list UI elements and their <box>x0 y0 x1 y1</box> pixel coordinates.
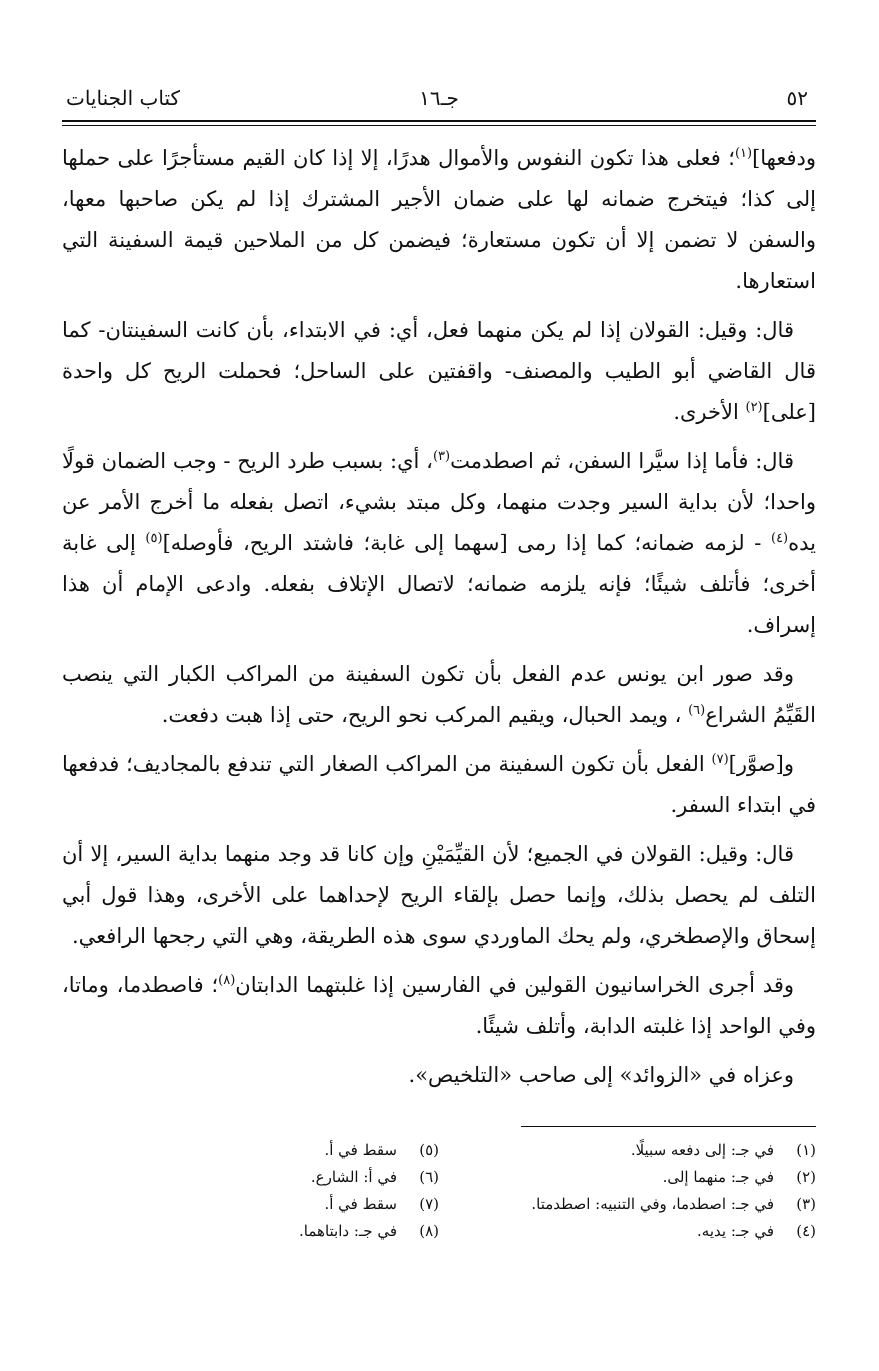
paragraph-text: و[صوَّر] <box>728 752 794 776</box>
footnote-marker: (١) <box>734 146 753 161</box>
paragraph-text: قال: وقيل: القولان في الجميع؛ لأن القيِّمَيْنِ وإن كانا قد وجد منهما بداية السير، إلا أن التلف لم يحصل بذلك، وإنما حصل بإلقاء الريح لإحداهما على الأخرى، وهذا قول أبي إسحاق والإصطخري، ولم يحك الماوردي سوى هذه الطريقة، وهي التي رجحها الرافعي. <box>62 842 816 948</box>
footnote-text: سقط في أ. <box>324 1195 397 1213</box>
paragraph <box>62 441 816 646</box>
footnote-marker: (٦) <box>688 703 706 718</box>
paragraph-text: ، ويمد الحبال، ويقيم المركب نحو الريح، حتى إذا هبت دفعت. <box>161 703 689 727</box>
footnote-text: في جـ: يديه. <box>697 1222 774 1240</box>
footnote-marker: (٨) <box>218 973 236 988</box>
footnote-marker: (٢) <box>745 400 763 415</box>
footnote-number: (٦) <box>419 1168 439 1186</box>
paragraph-text: قال: وقيل: القولان إذا لم يكن منهما فعل، أي: في الابتداء، بأن كانت السفينتان- كما قال القاضي أبو الطيب والمصنف- واقفتين على الساحل؛ فحملت الريح كل واحدة [على] <box>62 318 816 424</box>
paragraph-text: - لزمه ضمانه؛ كما إذا رمى [سهما إلى غابة؛ فاشتد الريح، فأوصله] <box>162 531 771 555</box>
footnote-number: (١) <box>796 1141 816 1159</box>
paragraph-text: وقد صور ابن يونس عدم الفعل بأن تكون السفينة من المراكب الكبار التي ينصب القَيِّمُ الشراع <box>62 662 816 727</box>
paragraph-text: وقد أجرى الخراسانيون القولين في الفارسين إذا غلبتهما الدابتان <box>235 973 795 997</box>
volume-label: جـ١٦ <box>419 86 459 110</box>
footnote-text: في أ: الشارع. <box>310 1168 397 1186</box>
footnote-number: (٢) <box>796 1168 816 1186</box>
paragraph-text: الفعل بأن تكون السفينة من المراكب الصغار التي تندفع بالمجاديف؛ فدفعها في ابتداء السفر. <box>62 752 816 817</box>
paragraph-text: وعزاه في «الزوائد» إلى صاحب «التلخيص». <box>408 1063 794 1087</box>
book-title: كتاب الجنايات <box>66 86 181 110</box>
paragraph-text: قال: فأما إذا سيَّرا السفن، ثم اصطدمت <box>450 449 794 473</box>
footnote-text: في جـ: منهما إلى. <box>662 1168 774 1186</box>
paragraph <box>62 744 816 826</box>
paragraph-text: الأخرى. <box>673 400 746 424</box>
paragraph <box>62 654 816 736</box>
footnote-number: (٣) <box>796 1195 816 1213</box>
paragraph-text: ؛ فاصطدما، وماتا، وفي الواحد إذا غلبته الدابة، وأتلف شيئًا. <box>62 973 816 1038</box>
footnote-item <box>62 1137 439 1164</box>
footnote-text: في جـ: اصطدما، وفي التنبيه: اصطدمتا. <box>531 1195 774 1213</box>
header-rule-thin <box>62 125 816 126</box>
paragraph <box>62 834 816 957</box>
footnote-number: (٨) <box>419 1222 439 1240</box>
footnote-text: في جـ: دابتاهما. <box>299 1222 397 1240</box>
footnote-number: (٧) <box>419 1195 439 1213</box>
paragraph <box>62 1055 816 1096</box>
footnote-item <box>439 1218 816 1245</box>
footnote-number: (٥) <box>419 1141 439 1159</box>
paragraph <box>62 310 816 433</box>
footnote-marker: (٧) <box>711 752 729 767</box>
page-number: ٥٢ <box>786 86 808 110</box>
footnote-separator <box>521 1126 816 1127</box>
footnote-text: سقط في أ. <box>324 1141 397 1159</box>
footnote-marker: (٥) <box>145 531 163 546</box>
page-header <box>62 80 816 116</box>
paragraph <box>62 965 816 1047</box>
paragraph-text: ودفعها] <box>752 146 817 170</box>
footnotes-column-left <box>62 1137 439 1245</box>
footnote-number: (٤) <box>796 1222 816 1240</box>
footnote-item <box>62 1218 439 1245</box>
footnote-item <box>62 1164 439 1191</box>
footnote-item <box>439 1164 816 1191</box>
header-rule-thick <box>62 120 816 122</box>
footnote-marker: (٤) <box>770 531 789 546</box>
footnote-item <box>62 1191 439 1218</box>
paragraph-text: ؛ فعلى هذا تكون النفوس والأموال هدرًا، إلا إذا كان القيم مستأجرًا على حملها إلى كذا؛ فيتخرج ضمانه لها على ضمان الأجير المشترك إذا لم يكن صاحبها معها، والسفن لا تضمن إلا أن تكون مستعارة؛ فيضمن كل من الملاحين قيمة السفينة التي استعارها. <box>62 146 816 293</box>
footnote-marker: (٣) <box>432 449 451 464</box>
footnotes-column-right <box>439 1137 816 1245</box>
paragraph-text: إلى غابة أخرى؛ فأتلف شيئًا؛ فإنه يلزمه ضمانه؛ لاتصال الإتلاف بفعله. وادعى الإمام أن هذا إسراف. <box>62 531 816 637</box>
footnote-text: في جـ: إلى دفعه سبيلًا. <box>630 1141 774 1159</box>
book-page <box>62 80 816 1245</box>
paragraph <box>62 138 816 302</box>
footnote-item <box>439 1191 816 1218</box>
body-text <box>62 138 816 1096</box>
footnotes <box>62 1137 816 1245</box>
footnote-item <box>439 1137 816 1164</box>
paragraph-text: ، أي: بسبب طرد الريح - وجب الضمان قولًا واحدا؛ لأن بداية السير وجدت منهما، وكل مبتد بشيء، اتصل بفعله ما أخرج الأمر عن يده <box>62 449 816 555</box>
